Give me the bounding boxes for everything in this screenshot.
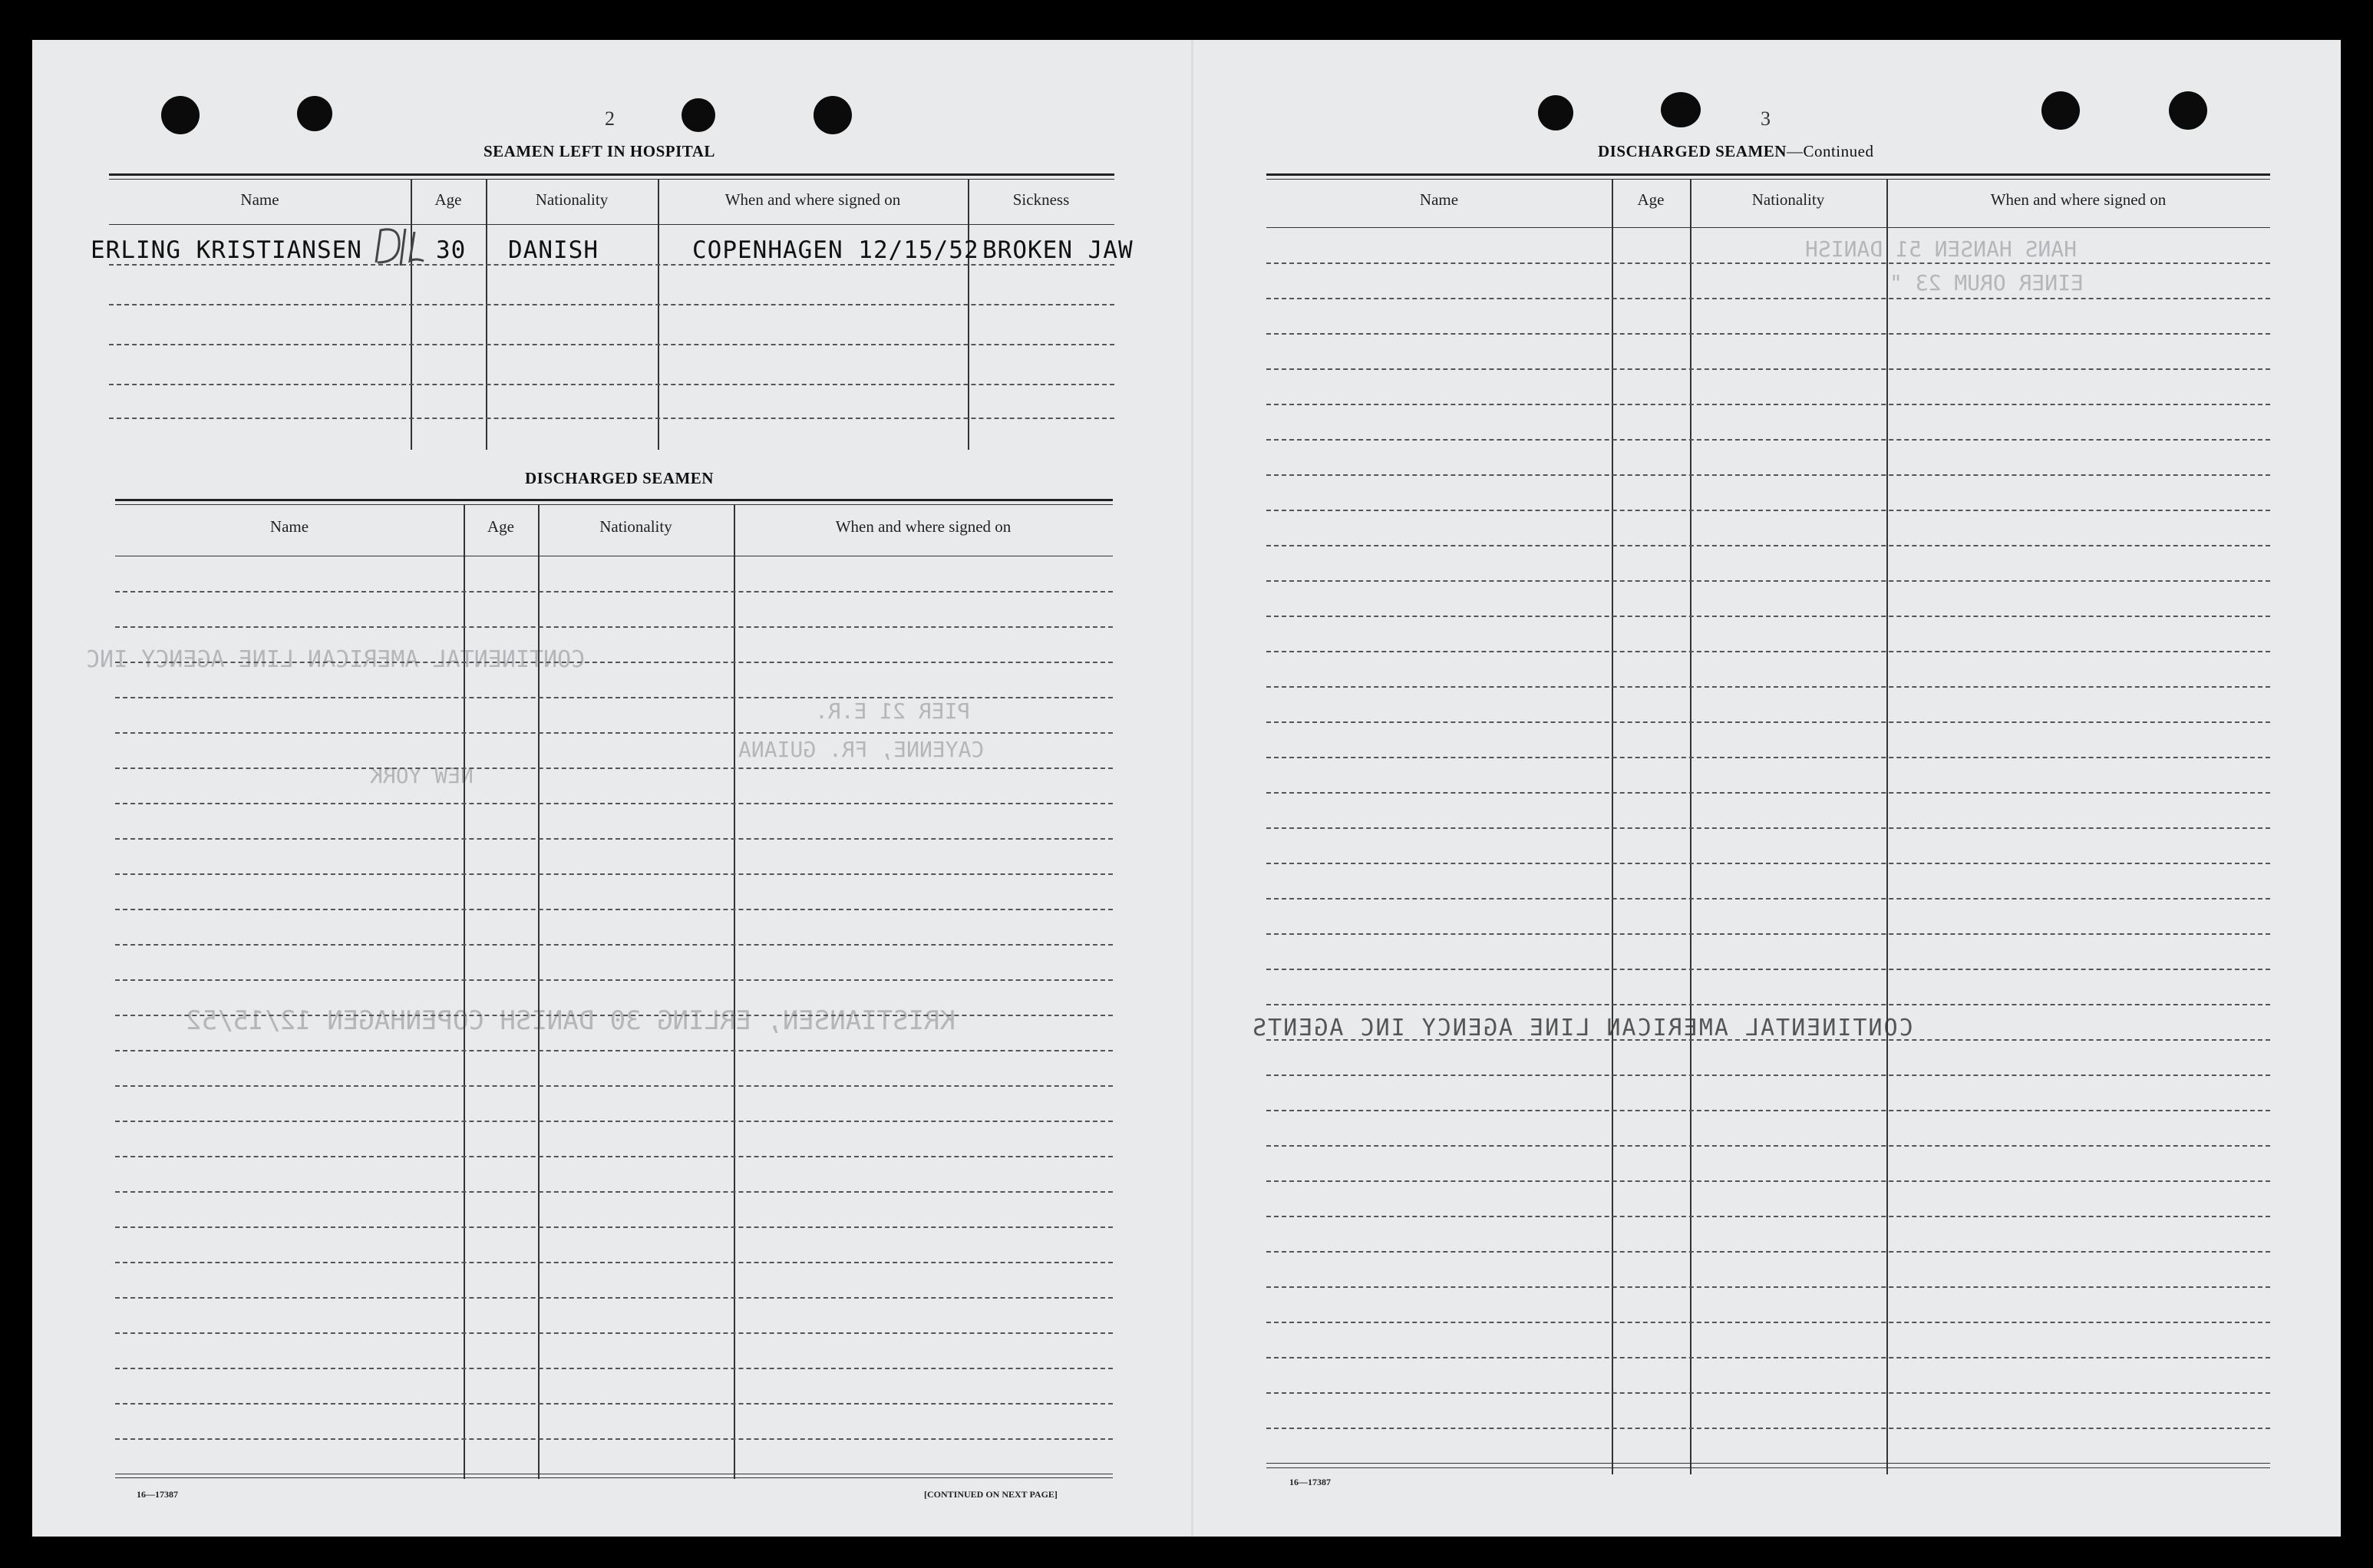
punch-hole [682, 98, 715, 132]
hospital-row-sickness: BROKEN JAW [982, 236, 1134, 264]
discharged-section-title: DISCHARGED SEAMEN [525, 469, 714, 487]
column-header-nationality: Nationality [599, 517, 672, 536]
bleed-through-text: HANS HANSEN 51 DANISH [1805, 236, 2078, 262]
bleed-through-text: PIER 21 E.R. [815, 698, 971, 724]
punch-hole [814, 96, 852, 134]
hospital-row-signed-on: COPENHAGEN 12/15/52 [692, 236, 979, 264]
page-fold [1191, 40, 1193, 1537]
column-header-name: Name [269, 517, 309, 536]
discharged-continued-title [1598, 142, 1873, 161]
column-header-signed-on: When and where signed on [1990, 190, 2167, 209]
left-page-number: 2 [605, 107, 615, 130]
hospital-section-title: SEAMEN LEFT IN HOSPITAL [484, 142, 715, 160]
punch-hole [1538, 95, 1573, 130]
column-header-name: Name [1419, 190, 1459, 209]
form-number: 16—17387 [1289, 1477, 1331, 1487]
continued-suffix: —Continued [1786, 142, 1874, 160]
handwritten-initials [370, 223, 431, 270]
column-header-age: Age [487, 517, 514, 536]
punch-hole [1661, 92, 1701, 127]
column-header-age: Age [1637, 190, 1665, 209]
right-page-number: 3 [1761, 107, 1771, 130]
column-header-signed-on: When and where signed on [835, 517, 1012, 536]
punch-hole [2169, 91, 2207, 130]
bleed-through-text: EINER ORUM 23 " [1889, 270, 2084, 295]
bleed-through-text: CONTINENTAL AMERICAN LINE AGENCY INC [86, 646, 586, 673]
discharged-table [115, 499, 1113, 1479]
discharged-continued-table [1266, 173, 2270, 1474]
punch-hole [161, 96, 200, 134]
bleed-through-text: KRISTIANSEN, ERLING 30 DANISH COPENHAGEN 12/15/52 [186, 1005, 956, 1036]
form-number: 16—17387 [137, 1489, 178, 1500]
discharged-title-text: DISCHARGED SEAMEN [1598, 142, 1787, 160]
continued-note: [CONTINUED ON NEXT PAGE] [924, 1489, 1058, 1500]
bleed-through-text: NEW YORK [370, 763, 474, 788]
column-header-name: Name [240, 190, 279, 209]
column-header-age: Age [434, 190, 462, 209]
punch-hole [297, 96, 332, 131]
hospital-row-nationality: DANISH [508, 236, 599, 264]
punch-hole [2041, 91, 2080, 130]
column-header-sickness: Sickness [1012, 190, 1070, 209]
hospital-table [109, 173, 1114, 450]
column-header-signed-on: When and where signed on [724, 190, 901, 209]
column-header-nationality: Nationality [535, 190, 609, 209]
hospital-row-age: 30 [436, 236, 467, 264]
agent-stamp: CONTINENTAL AMERICAN LINE AGENCY INC AGENTS [1251, 1015, 1913, 1041]
bleed-through-text: CAYENNE, FR. GUIANA [738, 737, 985, 762]
document-sheet [32, 40, 2341, 1537]
column-header-nationality: Nationality [1751, 190, 1825, 209]
hospital-row-name: ERLING KRISTIANSEN [91, 236, 362, 264]
